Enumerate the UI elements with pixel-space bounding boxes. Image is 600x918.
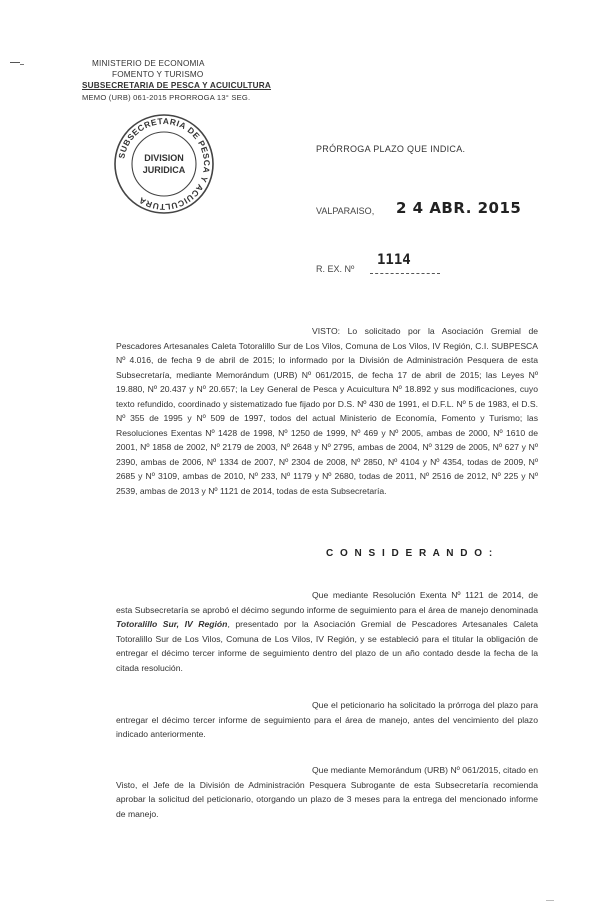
header-ministry: MINISTERIO DE ECONOMIA	[92, 59, 205, 68]
division-juridica-seal	[112, 112, 216, 216]
resolution-number: 1114	[377, 252, 411, 268]
area-name: Totoralillo Sur, IV Región	[116, 619, 228, 629]
considerando-title: C O N S I D E R A N D O :	[326, 548, 495, 559]
visto-label: VISTO:	[312, 326, 341, 336]
document-subject: PRÓRROGA PLAZO QUE INDICA.	[316, 144, 466, 154]
visto-text: Lo solicitado por la Asociación Gremial de Pescadores Artesanales Caleta Totoralillo Sur de Los Vilos, Comuna de Los Vilos, IV Región, C.I. SUBPESCA Nº 4.016, de fecha 9 de abril de 2015; lo informado por la División de Administración Pesquera de esta Subsecretaría, mediante Memorándum (URB) Nº 061/2015, de fecha 17 de abril de 2015; las Leyes Nº 19.880, Nº 20.437 y Nº 20.657; la Ley General de Pesca y Acuicultura Nº 18.892 y sus modificaciones, cuyo texto refundido, coordinado y sistematizado fue fijado por D.S. Nº 430 de 1991, el D.F.L. Nº 5 de 1983, el D.S. Nº 355 de 1995 y Nº 509 de 1997, todos del actual Ministerio de Economía, Fomento y Turismo; las Resoluciones Exentas Nº 1428 de 1998, Nº 1250 de 1999, Nº 469 y Nº 2005, ambas de 2000, Nº 1610 de 2001, Nº 1858 de 2002, Nº 2179 de 2003, Nº 2648 y Nº 2795, ambas de 2004, Nº 3129 de 2005, Nº 627 y Nº 2390, ambas de 2006, Nº 1334 de 2007, Nº 2304 de 2008, Nº 2850, Nº 4104 y Nº 4354, todas de 2009, Nº 2685 y Nº 3109, ambas de 2010, Nº 233, Nº 1179 y Nº 2680, todas de 2011, Nº 2516 de 2012, Nº 225 y Nº 2539, ambas de 2013 y Nº 1121 de 2014, todas de esta Subsecretaría.	[116, 326, 539, 496]
considerando-p1-text-a: Que mediante Resolución Exenta Nº 1121 de 2014, de esta Subsecretaría se aprobó el décimo segundo informe de seguimiento para el área de manejo denominada	[116, 590, 538, 615]
resolution-underline	[370, 272, 440, 274]
resolution-label: R. EX. Nº	[316, 264, 355, 274]
date-stamp: 2 4 ABR. 2015	[396, 199, 522, 217]
scan-mark	[10, 62, 20, 63]
scan-mark	[546, 900, 554, 901]
considerando-paragraph-3: Que mediante Memorándum (URB) Nº 061/2015, citado en Visto, el Jefe de la División de Administración Pesquera Subrogante de esta Subsecretaría recomienda aprobar la solicitud del peticionario, otorgando un plazo de 3 meses para la entrega del mencionado informe de manejo.	[116, 765, 538, 819]
seal-center-division: DIVISION	[144, 153, 184, 163]
header-subsecretaria: SUBSECRETARIA DE PESCA Y ACUICULTURA	[82, 81, 272, 90]
considerando-p1-text-b: , presentado por la Asociación Gremial de Pescadores Artesanales Caleta Totoralillo Sur de Los Vilos, Comuna de Los Vilos, IV Región, y se estableció para el titular la obligación de entregar el décimo tercer informe de seguimiento dentro del plazo de un año contado desde la fecha de la citada resolución.	[116, 619, 539, 673]
scan-mark	[20, 64, 24, 65]
header-memo-ref: MEMO (URB) 061-2015 PRORROGA 13° SEG.	[82, 93, 251, 102]
svg-text:SUBSECRETARIA DE PESCA Y ACUIC	[116, 116, 212, 212]
seal-center-juridica: JURIDICA	[142, 165, 186, 175]
visto-paragraph	[116, 324, 538, 498]
seal-ring-text: SUBSECRETARIA DE PESCA Y ACUICULTURA	[116, 115, 213, 213]
considerando-paragraph-2: Que el peticionario ha solicitado la prórroga del plazo para entregar el décimo tercer informe de seguimiento para el área de manejo, antes del vencimiento del plazo indicado anteriormente.	[116, 700, 538, 739]
place-city: VALPARAISO,	[316, 206, 375, 216]
considerando-paragraph-1	[116, 588, 538, 675]
header-ministry-sub: FOMENTO Y TURISMO	[112, 70, 204, 79]
